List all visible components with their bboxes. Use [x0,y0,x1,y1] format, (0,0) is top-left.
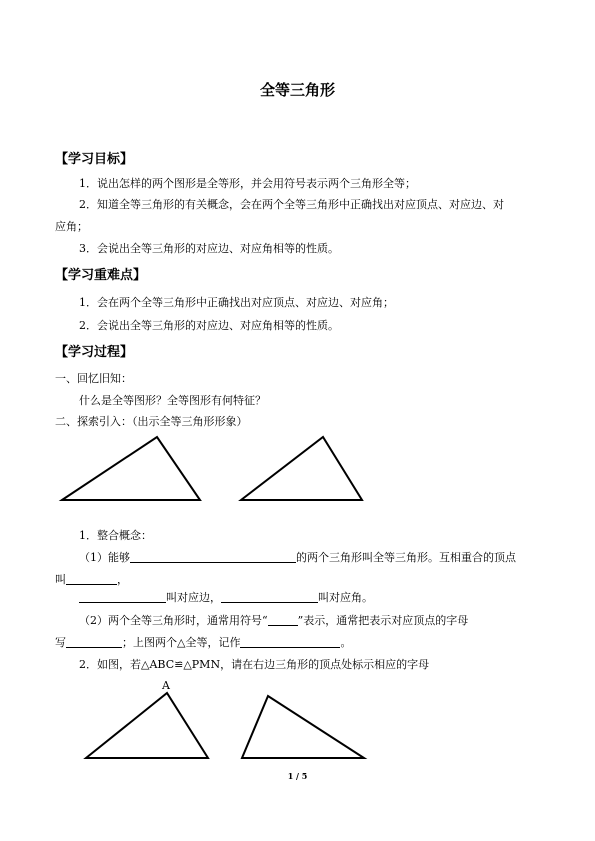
goal-item-3: 3．会说出全等三角形的对应边、对应角相等的性质。 [79,242,339,255]
concept-1-line-1 [79,549,516,565]
c2-text-b: ”表示，通常把表示对应顶点的字母 [297,614,469,627]
section-heading-keypoints: 【学习重难点】 [55,268,147,283]
blank-c2-symbol[interactable] [268,613,298,626]
c1-text-d: ， [117,573,128,586]
question-2: 2．如图，若△ABC≌△PMN，请在右边三角形的顶点处标示相应的字母 [79,658,430,671]
goal-item-2-cont: 应角； [55,220,88,233]
concept-2-line-2 [55,634,351,650]
vertex-label-a: A [162,679,170,692]
review-title: 一、回忆旧知： [55,372,132,385]
keypoint-item-1: 1．会在两个全等三角形中正确找出对应顶点、对应边、对应角； [79,296,394,309]
triangle-left-1 [62,437,200,500]
blank-c1-vertices[interactable] [66,572,117,585]
c2-text-a: （2）两个全等三角形时，通常用符号“ [79,614,268,627]
section-heading-process: 【学习过程】 [55,345,134,360]
concept-title: 1．整合概念： [79,529,152,542]
triangle-pmn [242,696,364,758]
c2-text-c: 写 [55,636,66,649]
blank-c1-sides[interactable] [79,590,166,603]
c1-text-c: 叫 [55,573,66,586]
blank-c1-definition[interactable] [130,550,296,563]
concept-1-line-3 [79,589,373,605]
blank-c2-notation[interactable] [240,635,340,648]
triangle-abc [86,693,208,758]
concept-1-line-2 [55,571,128,587]
review-question: 什么是全等图形？全等图形有何特征？ [79,394,266,407]
c2-text-d: ；上图两个△全等，记作 [122,636,241,649]
goal-item-1: 1．说出怎样的两个图形是全等形，并会用符号表示两个三角形全等； [79,177,416,190]
goal-item-2: 2．知道全等三角形的有关概念，会在两个全等三角形中正确找出对应顶点、对应边、对 [79,198,504,211]
blank-c1-angles[interactable] [221,590,318,603]
keypoint-item-2: 2．会说出全等三角形的对应边、对应角相等的性质。 [79,319,339,332]
page-number: 1 / 5 [287,771,308,781]
c1-text-b: 的两个三角形叫全等三角形。互相重合的顶点 [296,551,516,564]
page-title: 全等三角形 [259,81,335,99]
c2-text-e: 。 [340,636,352,649]
triangle-right-1 [241,437,362,500]
explore-title: 二、探索引入：（出示全等三角形形象） [55,415,248,428]
blank-c2-order[interactable] [66,635,122,648]
c1-text-a: （1）能够 [79,551,130,564]
section-heading-goals: 【学习目标】 [55,152,134,167]
c1-text-e: 叫对应边， [166,591,221,604]
concept-2-line-1 [79,612,468,628]
c1-text-f: 叫对应角。 [318,591,373,604]
